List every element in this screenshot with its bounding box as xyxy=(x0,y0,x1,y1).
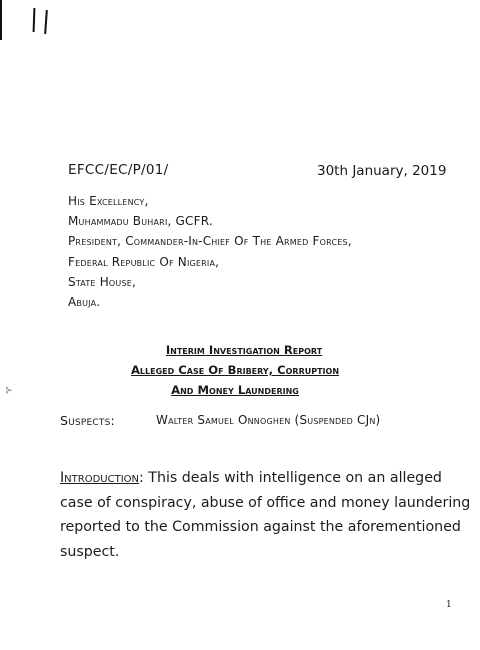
suspects-value: Walter Samuel Onnoghen (Suspended CJn) xyxy=(156,413,381,427)
address-line: State House, xyxy=(68,274,137,289)
suspects-label: Suspects: xyxy=(60,413,115,428)
page-number: 1 xyxy=(446,600,452,610)
address-line: Federal Republic Of Nigeria, xyxy=(68,254,220,269)
address-line: Muhammadu Buhari, GCFR. xyxy=(68,214,213,229)
intro-line: suspect. xyxy=(60,543,120,560)
scan-edge-mark xyxy=(0,0,2,40)
address-line: His Excellency, xyxy=(68,194,149,208)
reference-number: EFCC/EC/P/01/ xyxy=(68,162,169,178)
heading-line: And Money Laundering xyxy=(171,383,299,397)
report-heading xyxy=(0,340,470,400)
intro-line: : This deals with intelligence on an alleged xyxy=(139,470,442,486)
handwritten-mark xyxy=(44,10,48,34)
heading-line: Interim Investigation Report xyxy=(165,343,323,357)
recipient-address xyxy=(68,191,352,312)
intro-line: case of conspiracy, abuse of office and money laundering xyxy=(60,494,471,511)
letter-date: 30th January, 2019 xyxy=(317,163,447,179)
introduction-paragraph xyxy=(60,466,471,564)
address-line: Abuja. xyxy=(68,295,101,310)
introduction-label: Introduction xyxy=(60,470,140,486)
intro-line: reported to the Commission against the aforementioned xyxy=(60,519,461,535)
scan-speck: ⊱ xyxy=(5,386,13,396)
heading-line: Alleged Case Of Bribery, Corruption xyxy=(130,363,340,377)
handwritten-mark xyxy=(33,8,36,32)
address-line: President, Commander-In-Chief Of The Armed Forces, xyxy=(68,234,352,249)
